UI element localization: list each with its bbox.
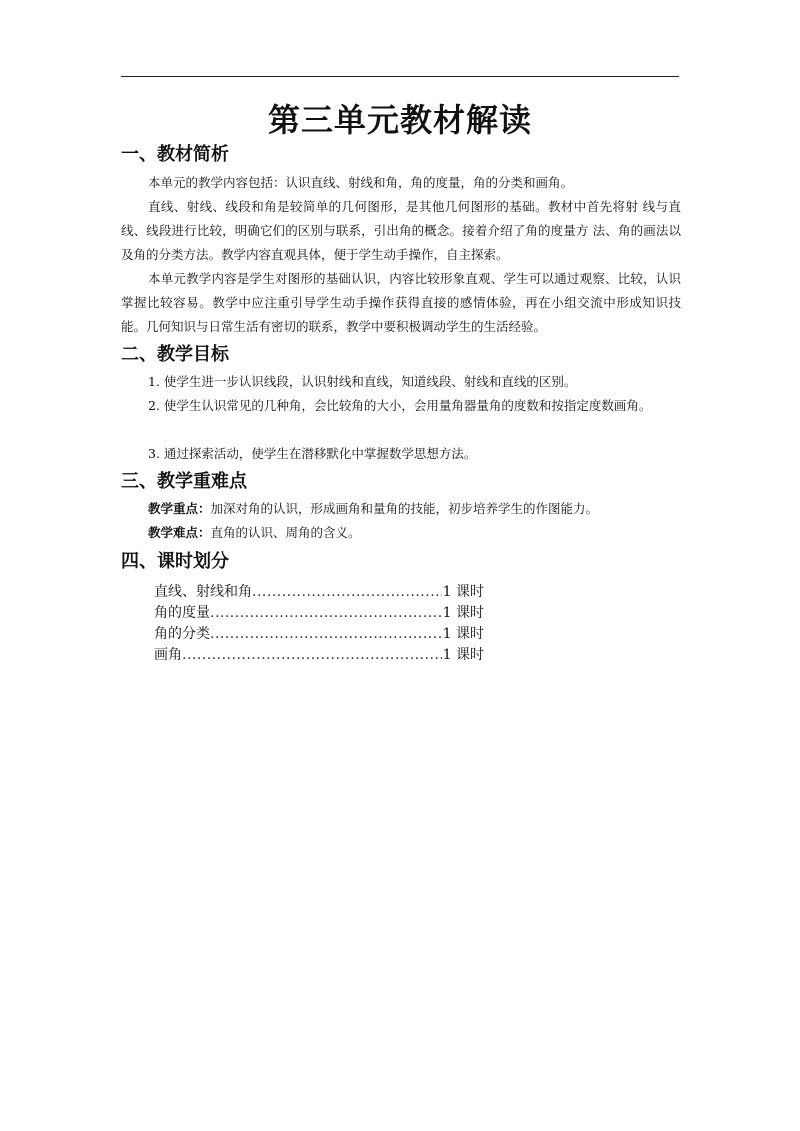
schedule-topic: 角的度量 [154, 605, 210, 621]
section-heading-objectives: 二、教学目标 [121, 344, 229, 365]
header-rule [121, 76, 679, 77]
objective-item-3: 3. 通过探索活动，使学生在潜移默化中掌握数学思想方法。 [148, 446, 477, 461]
section-heading-overview: 一、教材简析 [121, 144, 229, 165]
section-heading-key-points: 三、教学重难点 [121, 471, 247, 492]
schedule-list [154, 582, 484, 666]
key-point-label: 教学重点： [148, 501, 211, 516]
objective-item-1: 1. 使学生进一步认识线段，认识射线和直线，知道线段、射线和直线的区别。 [148, 374, 577, 389]
leader-dots [210, 603, 442, 624]
difficulty-label: 教学难点： [148, 525, 211, 540]
schedule-row [154, 645, 484, 666]
schedule-row [154, 603, 484, 624]
schedule-topic: 直线、射线和角 [154, 584, 252, 600]
difficulty-text: 直角的认识、周角的含义。 [210, 525, 361, 540]
difficulty-line [148, 521, 361, 545]
schedule-hours: 1 课时 [442, 626, 484, 642]
key-point-text: 加深对角的认识，形成画角和量角的技能，初步培养学生的作图能力。 [210, 501, 599, 516]
schedule-topic: 画角 [154, 647, 182, 663]
overview-paragraph-1: 本单元的教学内容包括：认识直线、射线和角，角的度量，角的分类和画角。 [148, 175, 574, 190]
leader-dots [252, 582, 442, 603]
schedule-hours: 1 课时 [442, 647, 484, 663]
schedule-hours: 1 课时 [442, 584, 484, 600]
section-heading-schedule: 四、课时划分 [121, 551, 229, 572]
schedule-row [154, 582, 484, 603]
schedule-topic: 角的分类 [154, 626, 210, 642]
page-title: 第三单元教材解读 [267, 101, 532, 139]
key-point-line [148, 497, 598, 521]
overview-paragraph-2: 直线、射线、线段和角是较简单的几何图形，是其他几何图形的基础。教材中首先将射 线与直线、线段进行比较，明确它们的区别与联系，引出角的概念。接着介绍了角的度量方 法、角的画法以及角的分类方法。教学内容直观具体，便于学生动手操作，自主探索。 [121, 199, 681, 262]
schedule-hours: 1 课时 [442, 605, 484, 621]
schedule-row [154, 624, 484, 645]
overview-paragraph-3: 本单元教学内容是学生对图形的基础认识，内容比较形象直观、学生可以通过观察、比较，认识掌握比较容易。教学中应注重引导学生动手操作获得直接的感情体验，再在小组交流中形成知识技能。几何知识与日常生活有密切的联系，教学中要积极调动学生的生活经验。 [121, 271, 681, 334]
leader-dots [182, 645, 442, 666]
objective-item-2: 2. 使学生认识常见的几种角，会比较角的大小，会用量角器量角的度数和按指定度数画角。 [148, 398, 652, 413]
leader-dots [210, 624, 442, 645]
